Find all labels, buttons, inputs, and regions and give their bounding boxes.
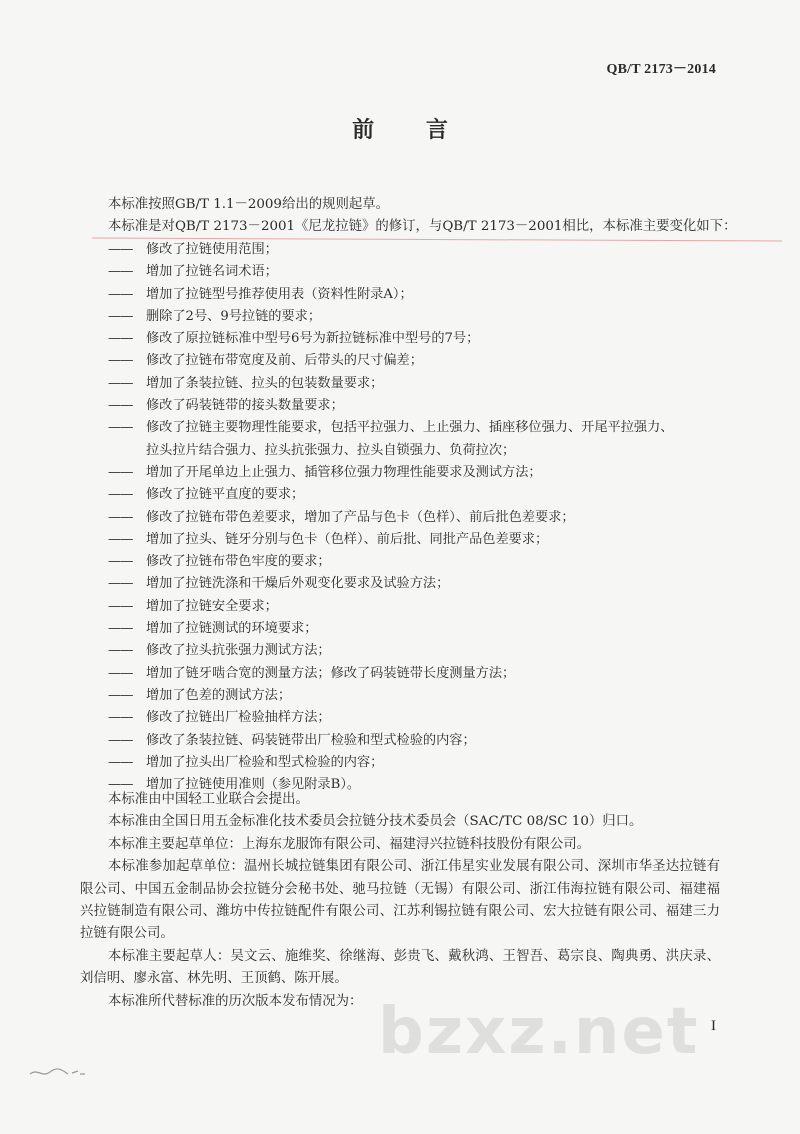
dash-marker: —— [108,777,133,793]
change-list [108,239,748,796]
list-item-text: 增加了拉头出厂检验和型式检验的内容； [146,754,384,770]
list-item-text: 增加了拉链使用准则（参见附录B）。 [146,777,361,793]
list-item [108,663,748,685]
dash-marker: —— [108,420,133,436]
list-item [108,507,748,529]
dash-marker: —— [108,242,133,257]
list-item [108,730,748,752]
list-item [108,596,748,618]
list-item-text: 增加了拉链名词术语； [146,264,278,280]
list-item [108,284,748,306]
dash-marker: —— [108,264,133,280]
page-number: I [711,1018,716,1034]
paragraph: 本标准主要起草人：吴文云、施维奖、徐继海、彭贵飞、戴秋鸿、王智吾、葛宗良、陶典勇、洪庆录、刘信明、廖永富、林先明、王顶鹤、陈开展。 [80,948,720,987]
dash-marker: —— [108,509,133,525]
watermark: bzxz.net [378,995,700,1069]
list-item-text: 增加了拉链型号推荐使用表（资料性附录A）； [146,286,413,302]
paragraph: 本标准所代替标准的历次版本发布情况为： [108,993,363,1009]
list-item-text: 增加了开尾单边上止强力、插管移位强力物理性能要求及测试方法； [146,464,542,480]
list-item [108,551,748,573]
dash-marker: —— [108,643,133,659]
dash-marker: —— [108,353,133,369]
list-item-text: 删除了2号、9号拉链的要求； [146,308,322,324]
list-item-text: 修改了原拉链标准中型号6号为新拉链标准中型号的7号； [146,331,480,347]
list-item-text: 增加了链牙啮合宽的测量方法；修改了码装链带长度测量方法； [146,665,516,681]
list-item-text: 修改了拉链出厂检验抽样方法； [146,710,331,726]
list-item-text: 修改了拉链布带色牢度的要求； [146,554,331,570]
paragraph: 本标准主要起草单位：上海东龙服饰有限公司、福建浔兴拉链科技股份有限公司。 [108,836,591,852]
list-item [108,239,748,261]
list-item [108,462,748,484]
list-item [108,350,748,372]
pen-mark-icon [28,1062,88,1082]
intro-block [108,194,736,238]
list-item [108,640,748,662]
intro-line: 本标准按照GB/T 1.1－2009给出的规则起草。 [108,197,390,212]
list-item-text: 拉头拉片结合强力、拉头抗张强力、拉头自锁强力、负荷拉次； [146,442,516,458]
paragraph: 本标准由中国轻工业联合会提出。 [108,792,309,807]
list-item-text: 修改了条装拉链、码装链带出厂检验和型式检验的内容； [146,732,476,748]
list-item-text: 修改了拉头抗张强力测试方法； [146,643,331,659]
dash-marker: —— [108,398,133,414]
list-item-text: 增加了拉链安全要求； [146,598,278,614]
dash-marker: —— [108,687,133,703]
list-item-text: 修改了拉链布带色差要求，增加了产品与色卡（色样）、前后批色差要求； [146,509,575,525]
intro-line: 本标准是对QB/T 2173－2001《尼龙拉链》的修订，与QB/T 2173－2001相比，本标准主要变化如下： [108,219,737,234]
list-item-text: 增加了色差的测试方法； [146,687,292,703]
list-item-text: 增加了拉链测试的环境要求； [146,621,318,637]
dash-marker: —— [108,732,133,748]
dash-marker: —— [108,375,133,391]
page-title: 前 言 [352,117,470,143]
dash-marker: —— [108,621,133,637]
dash-marker: —— [108,710,133,726]
list-item [108,707,748,729]
list-item-text: 修改了码装链带的接头数量要求； [146,398,344,414]
dash-marker: —— [108,754,133,770]
dash-marker: —— [108,487,133,503]
list-item [108,484,748,506]
list-item [108,373,748,395]
list-item [108,261,748,283]
list-item [108,417,748,439]
paragraph: 本标准参加起草单位：温州长城拉链集团有限公司、浙江伟星实业发展有限公司、深圳市华圣达拉链有限公司、中国五金制品协会拉链分会秘书处、驰马拉链（无锡）有限公司、浙江伟海拉链有限公司、福建福兴拉链制造有限公司、潍坊中传拉链配件有限公司、江苏利锡拉链有限公司、宏大拉链有限公司、福建三力拉链有限公司。 [80,859,720,942]
dash-marker: —— [108,598,133,614]
list-item-text: 增加了拉头、链牙分别与色卡（色样）、前后批、同批产品色差要求； [146,531,549,547]
dash-marker: —— [108,464,133,480]
list-item-text: 修改了拉链主要物理性能要求，包括平拉强力、上止强力、插座移位强力、开尾平拉强力、 [146,420,674,436]
dash-marker: —— [108,331,133,347]
dash-marker: —— [108,576,133,592]
list-item-text: 修改了拉链平直度的要求； [146,487,305,503]
list-item [108,685,748,707]
list-item [108,752,748,774]
list-item [108,573,748,595]
list-item [108,529,748,551]
dash-marker: —— [108,665,133,681]
closing-block [80,789,720,1013]
list-item [108,395,748,417]
list-item [108,328,748,350]
dash-marker: —— [108,286,133,302]
list-item-text: 增加了条装拉链、拉头的包装数量要求； [146,375,384,391]
list-item-text: 修改了拉链使用范围； [146,242,278,257]
list-item-continuation [108,440,748,462]
list-item [108,618,748,640]
list-item [108,306,748,328]
standard-number: QB/T 2173－2014 [606,62,716,77]
dash-marker: —— [108,531,133,547]
dash-marker: —— [108,554,133,570]
dash-marker: —— [108,308,133,324]
list-item-text: 增加了拉链洗涤和干燥后外观变化要求及试验方法； [146,576,450,592]
paragraph: 本标准由全国日用五金标准化技术委员会拉链分技术委员会（SAC/TC 08/SC 10）归口。 [108,814,643,830]
list-item-text: 修改了拉链布带宽度及前、后带头的尺寸偏差； [146,353,423,369]
